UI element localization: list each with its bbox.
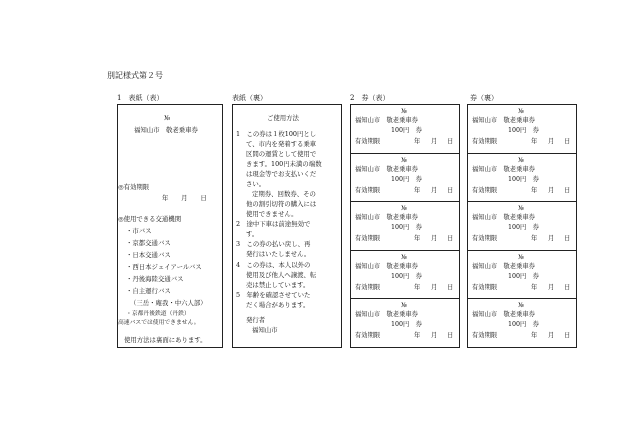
ticket-month-unit: 月 (548, 138, 555, 145)
usage-line: 1 この券は１枚100円とし (236, 130, 317, 138)
ticket-year-unit: 年 (531, 138, 538, 145)
ticket-month-unit: 月 (548, 186, 555, 194)
usage-line: 使用できません。 (246, 210, 298, 218)
usage-line: 売は禁止しています。 (246, 281, 310, 289)
ticket-month-unit: 月 (431, 138, 438, 145)
ticket (468, 299, 576, 348)
ticket (468, 251, 576, 300)
ticket-price: 100円 券 (391, 272, 422, 280)
transit-item: （三岳・庵我・中六人部） (130, 299, 207, 307)
transit-item: ・日本交通バス (126, 251, 171, 259)
ticket-title: 福知山市 敬老乗車券 (472, 311, 535, 319)
ticket-day-unit: 日 (564, 186, 571, 194)
ticket-day-unit: 日 (447, 283, 454, 291)
usage-line: 区間の運賃として使用で (246, 150, 317, 158)
ticket-title: 福知山市 敬老乗車券 (472, 165, 535, 173)
ticket-column-front (350, 104, 460, 348)
ticket-price: 100円 券 (391, 321, 422, 329)
ticket-month-unit: 月 (548, 235, 555, 243)
ticket-validity-label: 有効期限 (472, 332, 498, 340)
cover-front-transit-label: ◎使用できる交通機関 (118, 215, 182, 223)
transit-item: ・京都丹後鉄道（丹鉄） (126, 311, 190, 317)
ticket-month-unit: 月 (431, 186, 438, 194)
ticket-price: 100円 券 (508, 321, 539, 329)
ticket-price: 100円 券 (391, 127, 422, 134)
ticket-month-unit: 月 (431, 235, 438, 243)
ticket-year-unit: 年 (414, 138, 421, 145)
ticket-title: 福知山市 敬老乗車券 (355, 311, 418, 319)
ticket-validity-label: 有効期限 (472, 235, 498, 243)
ticket-day-unit: 日 (564, 283, 571, 291)
usage-line: 2 途中下車は前途無効で (236, 220, 311, 228)
ticket-no: № (518, 205, 524, 213)
cover-front-validity-date: 年 月 日 (162, 194, 207, 202)
usage-line: きます。100円未満の端数 (246, 160, 322, 168)
ticket-no: № (401, 205, 407, 213)
ticket-title: 福知山市 敬老乗車券 (355, 165, 418, 173)
transit-item: ・市バス (126, 227, 152, 235)
ticket-day-unit: 日 (564, 138, 571, 145)
form-number: 別記様式第２号 (107, 71, 163, 80)
ticket-day-unit: 日 (447, 235, 454, 243)
ticket-validity-label: 有効期限 (472, 186, 498, 194)
ticket-no: № (518, 156, 524, 164)
ticket-title: 福知山市 敬老乗車券 (472, 117, 535, 124)
ticket-validity-label: 有効期限 (472, 138, 498, 145)
ticket (468, 202, 576, 251)
usage-line: す。 (246, 230, 259, 238)
ticket-day-unit: 日 (447, 138, 454, 145)
ticket-title: 福知山市 敬老乗車券 (355, 117, 418, 124)
usage-line: 3 この券の払い戻し、再 (236, 240, 311, 248)
ticket-price: 100円 券 (508, 175, 539, 183)
ticket-no: № (518, 302, 524, 310)
ticket-title: 福知山市 敬老乗車券 (472, 214, 535, 222)
ticket-validity-label: 有効期限 (355, 138, 381, 145)
ticket-year-unit: 年 (414, 235, 421, 243)
cover-front-no: № (164, 114, 171, 122)
ticket-title: 福知山市 敬老乗車券 (472, 262, 535, 270)
ticket-day-unit: 日 (447, 332, 454, 340)
usage-line: だく場合があります。 (246, 301, 310, 309)
ticket-no: № (518, 108, 524, 115)
ticket-title: 福知山市 敬老乗車券 (355, 214, 418, 222)
ticket-no: № (401, 253, 407, 261)
ticket-validity-label: 有効期限 (355, 186, 381, 194)
ticket-year-unit: 年 (414, 186, 421, 194)
ticket-year-unit: 年 (531, 332, 538, 340)
ticket (468, 105, 576, 154)
ticket-validity-label: 有効期限 (355, 283, 381, 291)
usage-line: 発行はいたしません。 (246, 250, 311, 258)
section-label-ticket-front: 2 券（表） (350, 94, 390, 102)
ticket (468, 154, 576, 203)
ticket-price: 100円 券 (391, 224, 422, 232)
ticket-no: № (401, 302, 407, 310)
cover-front-panel (117, 104, 223, 348)
ticket-price: 100円 券 (391, 175, 422, 183)
ticket-month-unit: 月 (431, 332, 438, 340)
transit-item: ・丹後海陸交通バス (126, 275, 184, 283)
ticket-validity-label: 有効期限 (355, 332, 381, 340)
issuer-label: 発行者 (246, 316, 266, 324)
cover-back-panel (232, 104, 342, 348)
cover-back-heading: ご使用方法 (267, 114, 299, 122)
cover-front-validity-label: ◎有効期限 (118, 183, 150, 191)
ticket (351, 251, 459, 300)
usage-line: 5 年齢を確認させていた (236, 291, 311, 299)
ticket-day-unit: 日 (564, 332, 571, 340)
ticket-price: 100円 券 (508, 127, 539, 134)
ticket-title: 福知山市 敬老乗車券 (355, 262, 418, 270)
ticket-year-unit: 年 (414, 332, 421, 340)
ticket-day-unit: 日 (447, 186, 454, 194)
usage-line: さい。 (246, 180, 266, 188)
transit-item: ・京都交通バス (126, 239, 171, 247)
ticket-validity-label: 有効期限 (355, 235, 381, 243)
usage-line: 他の割引切符の購入には (246, 200, 317, 208)
ticket-year-unit: 年 (531, 186, 538, 194)
ticket-month-unit: 月 (548, 332, 555, 340)
ticket-column-back (467, 104, 577, 348)
transit-item: ・西日本ジェイアールバス (126, 263, 202, 271)
ticket-year-unit: 年 (414, 283, 421, 291)
ticket-day-unit: 日 (564, 235, 571, 243)
usage-line: 4 この券は、本人以外の (236, 261, 311, 269)
ticket-no: № (401, 156, 407, 164)
ticket-price: 100円 券 (508, 224, 539, 232)
section-label-cover-front: 1 表紙（表） (117, 94, 164, 102)
ticket (351, 154, 459, 203)
ticket-no: № (518, 253, 524, 261)
ticket-year-unit: 年 (531, 283, 538, 291)
usage-line: 定期券、回数券、その (252, 190, 316, 198)
usage-line: 使用及び他人へ譲渡、転 (246, 271, 317, 279)
ticket-month-unit: 月 (548, 283, 555, 291)
ticket-no: № (401, 108, 407, 115)
usage-line: て、市内を発着する乗車 (246, 140, 317, 148)
issuer-name: 福知山市 (252, 326, 278, 334)
ticket-validity-label: 有効期限 (472, 283, 498, 291)
ticket (351, 202, 459, 251)
cover-front-title: 福知山市 敬老乗車券 (134, 126, 198, 134)
transit-item: ・自主運行バス (126, 287, 171, 295)
ticket (351, 299, 459, 348)
cover-front-back-note: 使用方法は裏面にあります。 (124, 336, 207, 344)
ticket-month-unit: 月 (431, 283, 438, 291)
usage-line: は現金等でお支払いくだ (246, 170, 317, 178)
cover-front-highway-note: 高速バスでは使用できません。 (118, 320, 200, 326)
section-label-cover-back: 表紙（裏） (232, 94, 267, 102)
section-label-ticket-back: 券（裏） (470, 94, 498, 102)
ticket-year-unit: 年 (531, 235, 538, 243)
ticket-price: 100円 券 (508, 272, 539, 280)
ticket (351, 105, 459, 154)
